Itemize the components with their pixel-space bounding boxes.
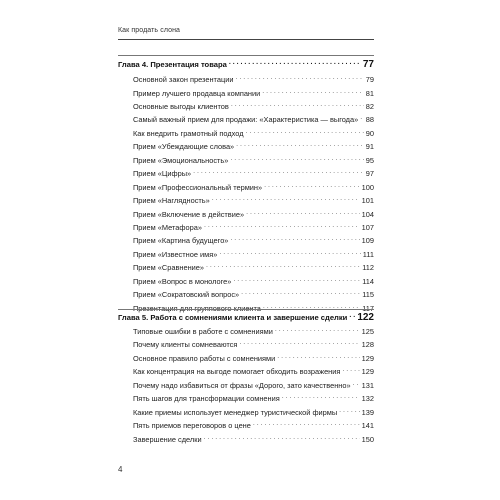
toc-entry-page-number: 82 [365,101,374,111]
toc-entry-title: Презентация для группового клиента [133,303,261,313]
toc-entry [133,195,374,205]
toc-entry-title: Как внедрить грамотный подход [133,128,244,138]
toc-entry-title: Основные выгоды клиентов [133,101,229,111]
toc-entry-title: Прием «Метафора» [133,222,202,232]
chapter-rule [118,309,374,310]
toc-entry [133,407,374,417]
toc-entry-page-number: 97 [365,169,374,179]
dot-leader [235,74,363,82]
toc-entry [133,366,374,376]
toc-entry-page-number: 139 [361,407,374,417]
toc-entry-page-number: 112 [362,263,374,273]
dot-leader [241,289,360,297]
toc-entry-title: Прием «Известное имя» [133,249,218,259]
toc-entry-title: Прием «Наглядность» [133,196,210,206]
toc-entry-page-number: 81 [365,88,374,98]
dot-leader [206,262,360,270]
toc-entry-page-number: 129 [361,367,374,377]
toc-entry-page-number: 115 [362,290,374,300]
dot-leader [233,276,360,284]
chapter-heading [118,59,374,70]
dot-leader [204,222,360,230]
toc-entry [133,114,374,124]
toc-entry-page-number: 88 [365,115,374,125]
toc-entry [133,168,374,178]
dot-leader [231,101,364,109]
dot-leader [262,88,364,96]
toc-entry [133,289,374,299]
chapter-page-number: 77 [362,59,374,70]
toc-entry [133,326,374,336]
toc-entry [133,88,374,98]
toc-entry [133,209,374,219]
toc-entry [133,128,374,138]
chapter-title: Глава 4. Презентация товара [118,60,227,69]
toc-entry-title: Прием «Сравнение» [133,263,205,273]
toc-entry-page-number: 95 [365,155,374,165]
toc-entry-title: Прием «Эмоциональность» [133,155,229,165]
dot-leader [342,366,359,374]
toc-entry [133,222,374,232]
toc-entry-page-number: 150 [361,434,374,444]
dot-leader [219,249,360,257]
toc-entry-title: Прием «Сократовский вопрос» [133,290,240,300]
dot-leader [339,407,360,415]
page-number: 4 [118,465,123,474]
dot-leader [239,339,359,347]
toc-entry-title: Почему клиенты сомневаются [133,340,238,350]
toc-entry-page-number: 109 [361,236,374,246]
dot-leader [212,195,360,203]
toc-entry-title: Завершение сделки [133,434,202,444]
running-head: Как продать слона [118,27,181,34]
toc-entry-title: Прием «Вопрос в монологе» [133,276,232,286]
toc-entry-title: Пять шагов для трансформации сомнения [133,394,280,404]
toc-entry-title: Пять приемов переговоров о цене [133,421,251,431]
toc-entry-page-number: 104 [361,209,374,219]
dot-leader [264,182,360,190]
dot-leader [246,209,360,217]
toc-entry-page-number: 91 [365,142,374,152]
toc-entry-page-number: 125 [361,327,374,336]
toc-entry [133,155,374,165]
toc-entry-title: Какие приемы использует менеджер туристической фирмы [133,407,338,417]
toc-entry-page-number: 79 [365,75,374,84]
dot-leader [236,141,364,149]
toc-entry [133,182,374,192]
dot-leader [229,59,361,67]
dot-leader [353,380,360,388]
toc-entry-title: Почему надо избавиться от фразы «Дорого, зато качественно» [133,380,351,390]
toc-entry-title: Прием «Включение в действие» [133,209,245,219]
toc-entry [133,101,374,111]
toc-entry [133,262,374,272]
dot-leader [349,312,355,320]
toc-entry-page-number: 128 [361,340,374,350]
toc-entry [133,393,374,403]
toc-entry-title: Основной закон презентации [133,75,234,84]
toc-entry [133,380,374,390]
dot-leader [246,128,364,136]
toc-entry [133,434,374,444]
chapter-rule [118,55,374,56]
toc-entry-page-number: 90 [365,128,374,138]
toc-entry [133,235,374,245]
toc-entry-page-number: 114 [362,276,374,286]
dot-leader [360,114,364,122]
toc-entry [133,74,374,84]
toc-entry-page-number: 129 [361,353,374,363]
toc-entry [133,339,374,349]
dot-leader [230,235,359,243]
toc-entry-page-number: 117 [362,303,374,313]
toc-entry [133,141,374,151]
dot-leader [230,155,363,163]
toc-entry [133,276,374,286]
toc-entry-page-number: 107 [361,222,374,232]
toc-entry [133,249,374,259]
dot-leader [204,434,360,442]
toc-entry-page-number: 132 [361,394,374,404]
header-rule [118,39,374,40]
toc-entry-page-number: 141 [361,421,374,431]
dot-leader [193,168,364,176]
toc-entry-page-number: 101 [361,196,374,206]
toc-entry-title: Прием «Профессиональный термин» [133,182,263,192]
toc-entry-title: Самый важный прием для продажи: «Характеристика — выгода» [133,115,359,125]
chapter-heading [118,312,374,323]
dot-leader [253,420,360,428]
toc-entry-title: Типовые ошибки в работе с сомнениями [133,327,273,336]
toc-entry-page-number: 100 [361,182,374,192]
toc-entry [133,353,374,363]
chapter-title: Глава 5. Работа с сомнениями клиента и завершение сделки [118,313,348,322]
dot-leader [277,353,359,361]
toc-entry-title: Прием «Цифры» [133,169,192,179]
toc-entry-page-number: 131 [361,380,374,390]
toc-entry-title: Основное правило работы с сомнениями [133,353,276,363]
toc-entry-title: Прием «Убеждающие слова» [133,142,235,152]
dot-leader [275,326,360,334]
toc-entry-title: Пример лучшего продавца компании [133,88,261,98]
dot-leader [282,393,360,401]
toc-entry-title: Прием «Картина будущего» [133,236,229,246]
toc-entry-page-number: 111 [362,249,374,259]
toc-entry-title: Как концентрация на выгоде помогает обходить возражения [133,367,341,377]
chapter-page-number: 122 [357,312,374,323]
toc-entry [133,420,374,430]
